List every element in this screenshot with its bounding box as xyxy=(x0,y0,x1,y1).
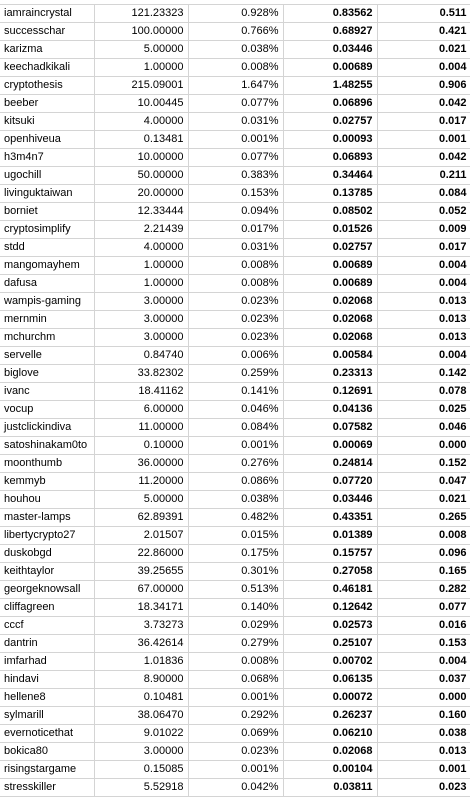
cell-value[interactable]: 0.13785 xyxy=(283,185,377,203)
table-row xyxy=(0,311,470,329)
table-row xyxy=(0,59,470,77)
table-row xyxy=(0,185,470,203)
table-row xyxy=(0,329,470,347)
cell-account-name[interactable]: master-lamps xyxy=(0,509,94,527)
cell-account-name[interactable]: cccf xyxy=(0,617,94,635)
cell-amount[interactable]: 67.00000 xyxy=(94,581,188,599)
table-row xyxy=(0,671,470,689)
table-row xyxy=(0,419,470,437)
cell-account-name[interactable]: borniet xyxy=(0,203,94,221)
table-row xyxy=(0,599,470,617)
table-row xyxy=(0,761,470,779)
cell-percent[interactable]: 0.001% xyxy=(188,761,283,779)
table-row xyxy=(0,275,470,293)
cell-reward[interactable]: 0.000 xyxy=(377,437,470,455)
cell-amount[interactable]: 10.00000 xyxy=(94,149,188,167)
cell-percent[interactable]: 0.017% xyxy=(188,221,283,239)
cell-percent[interactable]: 0.086% xyxy=(188,473,283,491)
cell-account-name[interactable]: kemmyb xyxy=(0,473,94,491)
table-row xyxy=(0,707,470,725)
grid-body xyxy=(0,5,470,797)
cell-value[interactable]: 1.48255 xyxy=(283,77,377,95)
cell-account-name[interactable]: keithtaylor xyxy=(0,563,94,581)
table-row xyxy=(0,41,470,59)
cell-amount[interactable]: 1.00000 xyxy=(94,275,188,293)
cell-percent[interactable]: 0.141% xyxy=(188,383,283,401)
cell-value[interactable]: 0.02573 xyxy=(283,617,377,635)
cell-reward[interactable]: 0.211 xyxy=(377,167,470,185)
cell-reward[interactable]: 0.021 xyxy=(377,491,470,509)
cell-account-name[interactable]: bokica80 xyxy=(0,743,94,761)
table-row xyxy=(0,527,470,545)
cell-account-name[interactable]: georgeknowsall xyxy=(0,581,94,599)
cell-percent[interactable]: 0.140% xyxy=(188,599,283,617)
cell-value[interactable]: 0.08502 xyxy=(283,203,377,221)
cell-value[interactable]: 0.25107 xyxy=(283,635,377,653)
cell-amount[interactable]: 0.13481 xyxy=(94,131,188,149)
cell-amount[interactable]: 20.00000 xyxy=(94,185,188,203)
table-row xyxy=(0,779,470,797)
cell-percent[interactable]: 0.276% xyxy=(188,455,283,473)
cell-account-name[interactable]: cryptosimplify xyxy=(0,221,94,239)
cell-amount[interactable]: 62.89391 xyxy=(94,509,188,527)
cell-account-name[interactable]: moonthumb xyxy=(0,455,94,473)
cell-amount[interactable]: 36.00000 xyxy=(94,455,188,473)
cell-percent[interactable]: 0.023% xyxy=(188,329,283,347)
cell-reward[interactable]: 0.008 xyxy=(377,527,470,545)
cell-reward[interactable]: 0.042 xyxy=(377,149,470,167)
cell-reward[interactable]: 0.004 xyxy=(377,275,470,293)
table-row xyxy=(0,77,470,95)
cell-amount[interactable]: 1.00000 xyxy=(94,59,188,77)
table-row xyxy=(0,617,470,635)
table-row xyxy=(0,167,470,185)
cell-reward[interactable]: 0.017 xyxy=(377,239,470,257)
cell-amount[interactable]: 5.00000 xyxy=(94,491,188,509)
cell-percent[interactable]: 0.153% xyxy=(188,185,283,203)
cell-account-name[interactable]: iamraincrystal xyxy=(0,5,94,23)
cell-reward[interactable]: 0.004 xyxy=(377,59,470,77)
cell-account-name[interactable]: libertycrypto27 xyxy=(0,527,94,545)
cell-reward[interactable]: 0.906 xyxy=(377,77,470,95)
cell-reward[interactable]: 0.013 xyxy=(377,329,470,347)
cell-percent[interactable]: 0.046% xyxy=(188,401,283,419)
cell-account-name[interactable]: servelle xyxy=(0,347,94,365)
table-row xyxy=(0,221,470,239)
table-row xyxy=(0,203,470,221)
cell-percent[interactable]: 0.766% xyxy=(188,23,283,41)
table-row xyxy=(0,5,470,23)
cell-value[interactable]: 0.00689 xyxy=(283,257,377,275)
cell-percent[interactable]: 0.928% xyxy=(188,5,283,23)
cell-amount[interactable]: 3.00000 xyxy=(94,311,188,329)
cell-reward[interactable]: 0.016 xyxy=(377,617,470,635)
cell-value[interactable]: 0.27058 xyxy=(283,563,377,581)
cell-percent[interactable]: 0.031% xyxy=(188,113,283,131)
cell-percent[interactable]: 0.001% xyxy=(188,437,283,455)
cell-account-name[interactable]: satoshinakam0to xyxy=(0,437,94,455)
cell-account-name[interactable]: hindavi xyxy=(0,671,94,689)
cell-percent[interactable]: 0.001% xyxy=(188,131,283,149)
cell-amount[interactable]: 36.42614 xyxy=(94,635,188,653)
cell-account-name[interactable]: successchar xyxy=(0,23,94,41)
cell-percent[interactable]: 0.038% xyxy=(188,491,283,509)
cell-value[interactable]: 0.00072 xyxy=(283,689,377,707)
cell-account-name[interactable]: mchurchm xyxy=(0,329,94,347)
cell-reward[interactable]: 0.047 xyxy=(377,473,470,491)
table-row xyxy=(0,257,470,275)
cell-value[interactable]: 0.43351 xyxy=(283,509,377,527)
cell-percent[interactable]: 0.008% xyxy=(188,275,283,293)
cell-percent[interactable]: 0.042% xyxy=(188,779,283,797)
cell-account-name[interactable]: cryptothesis xyxy=(0,77,94,95)
cell-percent[interactable]: 0.006% xyxy=(188,347,283,365)
cell-reward[interactable]: 0.421 xyxy=(377,23,470,41)
table-row xyxy=(0,743,470,761)
cell-amount[interactable]: 121.23323 xyxy=(94,5,188,23)
cell-percent[interactable]: 0.279% xyxy=(188,635,283,653)
cell-percent[interactable]: 0.383% xyxy=(188,167,283,185)
cell-value[interactable]: 0.23313 xyxy=(283,365,377,383)
cell-reward[interactable]: 0.042 xyxy=(377,95,470,113)
cell-value[interactable]: 0.04136 xyxy=(283,401,377,419)
cell-percent[interactable]: 0.077% xyxy=(188,95,283,113)
cell-value[interactable]: 0.03446 xyxy=(283,491,377,509)
cell-account-name[interactable]: imfarhad xyxy=(0,653,94,671)
cell-value[interactable]: 0.68927 xyxy=(283,23,377,41)
table-row xyxy=(0,491,470,509)
cell-value[interactable]: 0.02757 xyxy=(283,239,377,257)
cell-value[interactable]: 0.02068 xyxy=(283,329,377,347)
cell-account-name[interactable]: dantrin xyxy=(0,635,94,653)
cell-account-name[interactable]: justclickindiva xyxy=(0,419,94,437)
cell-value[interactable]: 0.00104 xyxy=(283,761,377,779)
table-row xyxy=(0,545,470,563)
cell-amount[interactable]: 9.01022 xyxy=(94,725,188,743)
cell-account-name[interactable]: karizma xyxy=(0,41,94,59)
cell-percent[interactable]: 0.001% xyxy=(188,689,283,707)
cell-percent[interactable]: 0.292% xyxy=(188,707,283,725)
cell-value[interactable]: 0.00689 xyxy=(283,275,377,293)
cell-percent[interactable]: 0.068% xyxy=(188,671,283,689)
cell-amount[interactable]: 10.00445 xyxy=(94,95,188,113)
table-row xyxy=(0,401,470,419)
cell-account-name[interactable]: ugochill xyxy=(0,167,94,185)
table-row xyxy=(0,149,470,167)
cell-amount[interactable]: 4.00000 xyxy=(94,113,188,131)
cell-percent[interactable]: 0.038% xyxy=(188,41,283,59)
cell-value[interactable]: 0.07720 xyxy=(283,473,377,491)
cell-value[interactable]: 0.06896 xyxy=(283,95,377,113)
cell-amount[interactable]: 18.34171 xyxy=(94,599,188,617)
cell-reward[interactable]: 0.023 xyxy=(377,779,470,797)
cell-reward[interactable]: 0.511 xyxy=(377,5,470,23)
table-row xyxy=(0,455,470,473)
cell-value[interactable]: 0.24814 xyxy=(283,455,377,473)
cell-amount[interactable]: 215.09001 xyxy=(94,77,188,95)
cell-reward[interactable]: 0.038 xyxy=(377,725,470,743)
cell-amount[interactable]: 0.10481 xyxy=(94,689,188,707)
table-row xyxy=(0,23,470,41)
cell-account-name[interactable]: duskobgd xyxy=(0,545,94,563)
cell-value[interactable]: 0.02068 xyxy=(283,293,377,311)
cell-reward[interactable]: 0.077 xyxy=(377,599,470,617)
cell-amount[interactable]: 22.86000 xyxy=(94,545,188,563)
cell-value[interactable]: 0.01389 xyxy=(283,527,377,545)
cell-value[interactable]: 0.02068 xyxy=(283,311,377,329)
cell-percent[interactable]: 0.301% xyxy=(188,563,283,581)
cell-percent[interactable]: 0.094% xyxy=(188,203,283,221)
cell-percent[interactable]: 0.069% xyxy=(188,725,283,743)
table-row xyxy=(0,509,470,527)
table-row xyxy=(0,347,470,365)
cell-reward[interactable]: 0.004 xyxy=(377,257,470,275)
cell-value[interactable]: 0.00093 xyxy=(283,131,377,149)
cell-amount[interactable]: 12.33444 xyxy=(94,203,188,221)
table-row xyxy=(0,563,470,581)
cell-value[interactable]: 0.12642 xyxy=(283,599,377,617)
cell-percent[interactable]: 0.023% xyxy=(188,293,283,311)
cell-reward[interactable]: 0.021 xyxy=(377,41,470,59)
cell-percent[interactable]: 0.259% xyxy=(188,365,283,383)
table-row xyxy=(0,653,470,671)
cell-percent[interactable]: 0.023% xyxy=(188,743,283,761)
cell-value[interactable]: 0.01526 xyxy=(283,221,377,239)
cell-reward[interactable]: 0.084 xyxy=(377,185,470,203)
cell-reward[interactable]: 0.000 xyxy=(377,689,470,707)
cell-account-name[interactable]: openhiveua xyxy=(0,131,94,149)
cell-amount[interactable]: 2.01507 xyxy=(94,527,188,545)
cell-account-name[interactable]: stdd xyxy=(0,239,94,257)
cell-account-name[interactable]: cliffagreen xyxy=(0,599,94,617)
cell-reward[interactable]: 0.017 xyxy=(377,113,470,131)
cell-percent[interactable]: 0.029% xyxy=(188,617,283,635)
cell-amount[interactable]: 0.84740 xyxy=(94,347,188,365)
table-row xyxy=(0,113,470,131)
cell-reward[interactable]: 0.160 xyxy=(377,707,470,725)
cell-value[interactable]: 0.06893 xyxy=(283,149,377,167)
data-grid xyxy=(0,4,470,797)
cell-percent[interactable]: 1.647% xyxy=(188,77,283,95)
cell-percent[interactable]: 0.077% xyxy=(188,149,283,167)
cell-value[interactable]: 0.06135 xyxy=(283,671,377,689)
cell-value[interactable]: 0.03446 xyxy=(283,41,377,59)
cell-reward[interactable]: 0.004 xyxy=(377,653,470,671)
cell-account-name[interactable]: risingstargame xyxy=(0,761,94,779)
cell-account-name[interactable]: evernoticethat xyxy=(0,725,94,743)
cell-reward[interactable]: 0.037 xyxy=(377,671,470,689)
cell-value[interactable]: 0.12691 xyxy=(283,383,377,401)
cell-amount[interactable]: 1.00000 xyxy=(94,257,188,275)
cell-account-name[interactable]: houhou xyxy=(0,491,94,509)
table-row xyxy=(0,383,470,401)
cell-value[interactable]: 0.00584 xyxy=(283,347,377,365)
table-row xyxy=(0,689,470,707)
cell-value[interactable]: 0.02757 xyxy=(283,113,377,131)
table-row xyxy=(0,95,470,113)
cell-amount[interactable]: 0.15085 xyxy=(94,761,188,779)
cell-account-name[interactable]: vocup xyxy=(0,401,94,419)
cell-amount[interactable]: 3.00000 xyxy=(94,293,188,311)
cell-account-name[interactable]: hellene8 xyxy=(0,689,94,707)
cell-account-name[interactable]: ivanc xyxy=(0,383,94,401)
cell-value[interactable]: 0.00689 xyxy=(283,59,377,77)
cell-reward[interactable]: 0.052 xyxy=(377,203,470,221)
cell-reward[interactable]: 0.096 xyxy=(377,545,470,563)
cell-value[interactable]: 0.00702 xyxy=(283,653,377,671)
cell-account-name[interactable]: keechadkikali xyxy=(0,59,94,77)
cell-account-name[interactable]: dafusa xyxy=(0,275,94,293)
cell-reward[interactable]: 0.153 xyxy=(377,635,470,653)
cell-account-name[interactable]: livinguktaiwan xyxy=(0,185,94,203)
cell-percent[interactable]: 0.513% xyxy=(188,581,283,599)
cell-account-name[interactable]: beeber xyxy=(0,95,94,113)
cell-account-name[interactable]: mangomayhem xyxy=(0,257,94,275)
cell-value[interactable]: 0.83562 xyxy=(283,5,377,23)
table-row xyxy=(0,131,470,149)
cell-amount[interactable]: 11.20000 xyxy=(94,473,188,491)
cell-amount[interactable]: 39.25655 xyxy=(94,563,188,581)
cell-amount[interactable]: 0.10000 xyxy=(94,437,188,455)
cell-reward[interactable]: 0.013 xyxy=(377,311,470,329)
cell-percent[interactable]: 0.175% xyxy=(188,545,283,563)
cell-percent[interactable]: 0.023% xyxy=(188,311,283,329)
cell-amount[interactable]: 38.06470 xyxy=(94,707,188,725)
cell-reward[interactable]: 0.078 xyxy=(377,383,470,401)
cell-percent[interactable]: 0.008% xyxy=(188,653,283,671)
cell-reward[interactable]: 0.265 xyxy=(377,509,470,527)
cell-value[interactable]: 0.03811 xyxy=(283,779,377,797)
cell-amount[interactable]: 33.82302 xyxy=(94,365,188,383)
cell-amount[interactable]: 3.00000 xyxy=(94,329,188,347)
cell-amount[interactable]: 2.21439 xyxy=(94,221,188,239)
cell-percent[interactable]: 0.008% xyxy=(188,59,283,77)
cell-value[interactable]: 0.34464 xyxy=(283,167,377,185)
cell-value[interactable]: 0.06210 xyxy=(283,725,377,743)
cell-value[interactable]: 0.46181 xyxy=(283,581,377,599)
cell-reward[interactable]: 0.004 xyxy=(377,347,470,365)
cell-amount[interactable]: 3.73273 xyxy=(94,617,188,635)
cell-amount[interactable]: 8.90000 xyxy=(94,671,188,689)
cell-reward[interactable]: 0.142 xyxy=(377,365,470,383)
cell-percent[interactable]: 0.015% xyxy=(188,527,283,545)
cell-account-name[interactable]: wampis-gaming xyxy=(0,293,94,311)
table-row xyxy=(0,635,470,653)
cell-account-name[interactable]: sylmarill xyxy=(0,707,94,725)
cell-reward[interactable]: 0.013 xyxy=(377,743,470,761)
cell-amount[interactable]: 18.41162 xyxy=(94,383,188,401)
cell-account-name[interactable]: biglove xyxy=(0,365,94,383)
cell-amount[interactable]: 1.01836 xyxy=(94,653,188,671)
cell-value[interactable]: 0.15757 xyxy=(283,545,377,563)
cell-value[interactable]: 0.07582 xyxy=(283,419,377,437)
cell-account-name[interactable]: stresskiller xyxy=(0,779,94,797)
table-row xyxy=(0,239,470,257)
cell-value[interactable]: 0.00069 xyxy=(283,437,377,455)
cell-percent[interactable]: 0.084% xyxy=(188,419,283,437)
cell-reward[interactable]: 0.013 xyxy=(377,293,470,311)
cell-reward[interactable]: 0.046 xyxy=(377,419,470,437)
table-row xyxy=(0,437,470,455)
cell-percent[interactable]: 0.008% xyxy=(188,257,283,275)
cell-account-name[interactable]: mernmin xyxy=(0,311,94,329)
cell-amount[interactable]: 6.00000 xyxy=(94,401,188,419)
table-row xyxy=(0,725,470,743)
cell-amount[interactable]: 5.52918 xyxy=(94,779,188,797)
table-row xyxy=(0,293,470,311)
table-row xyxy=(0,365,470,383)
cell-reward[interactable]: 0.001 xyxy=(377,761,470,779)
cell-amount[interactable]: 5.00000 xyxy=(94,41,188,59)
table-row xyxy=(0,581,470,599)
cell-amount[interactable]: 11.00000 xyxy=(94,419,188,437)
cell-reward[interactable]: 0.152 xyxy=(377,455,470,473)
cell-account-name[interactable]: h3m4n7 xyxy=(0,149,94,167)
cell-account-name[interactable]: kitsuki xyxy=(0,113,94,131)
cell-amount[interactable]: 50.00000 xyxy=(94,167,188,185)
cell-amount[interactable]: 3.00000 xyxy=(94,743,188,761)
cell-reward[interactable]: 0.001 xyxy=(377,131,470,149)
cell-reward[interactable]: 0.025 xyxy=(377,401,470,419)
cell-amount[interactable]: 4.00000 xyxy=(94,239,188,257)
table-row xyxy=(0,473,470,491)
cell-amount[interactable]: 100.00000 xyxy=(94,23,188,41)
cell-percent[interactable]: 0.482% xyxy=(188,509,283,527)
cell-reward[interactable]: 0.282 xyxy=(377,581,470,599)
cell-percent[interactable]: 0.031% xyxy=(188,239,283,257)
cell-reward[interactable]: 0.009 xyxy=(377,221,470,239)
cell-reward[interactable]: 0.165 xyxy=(377,563,470,581)
cell-value[interactable]: 0.26237 xyxy=(283,707,377,725)
cell-value[interactable]: 0.02068 xyxy=(283,743,377,761)
